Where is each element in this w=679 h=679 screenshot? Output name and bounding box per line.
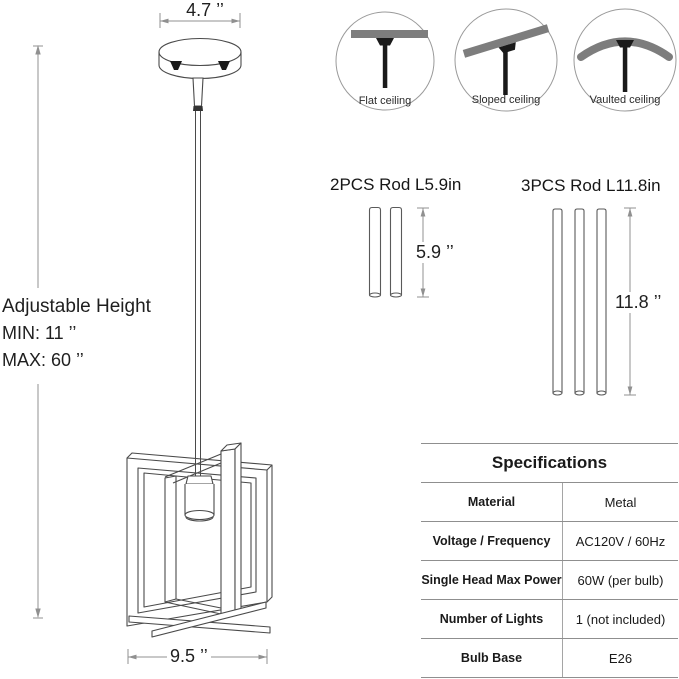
adjustable-height-min: MIN: 11 ’’ (2, 323, 77, 343)
spec-row-voltage (421, 522, 678, 561)
pendant-fixture (127, 443, 272, 637)
adjustable-height-title: Adjustable Height (2, 296, 151, 317)
canopy-screw-left (170, 61, 182, 70)
spec-row-bulb-base (421, 639, 678, 678)
sloped-ceiling-label: Sloped ceiling (471, 94, 541, 106)
rods-3pcs (553, 209, 606, 395)
vaulted-ceiling-label: Vaulted ceiling (589, 94, 661, 106)
specifications-title: Specifications (421, 444, 678, 483)
rod-3pcs-length-label: 11.8 ’’ (612, 292, 664, 313)
spec-row-number-of-lights (421, 600, 678, 639)
adjustable-height-max: MAX: 60 ’’ (2, 350, 84, 370)
spec-value: 60W (per bulb) (577, 572, 664, 588)
canopy-width-label: 4.7 ’’ (186, 0, 224, 20)
vaulted-ceiling-icon (574, 9, 676, 111)
spec-label: Bulb Base (421, 639, 563, 677)
spec-label: Single Head Max Power (421, 561, 563, 599)
canopy-screw-right (218, 61, 230, 70)
spec-value: Metal (604, 494, 637, 510)
flat-ceiling-icon (336, 12, 434, 110)
spec-row-max-power (421, 561, 678, 600)
canopy (159, 39, 241, 112)
sloped-ceiling-icon (455, 9, 557, 111)
ceiling-types (330, 0, 679, 118)
flat-ceiling-label: Flat ceiling (358, 95, 412, 107)
spec-value: E26 (608, 650, 633, 666)
spec-label: Number of Lights (421, 600, 563, 638)
rod-set-3pcs-title: 3PCS Rod L11.8in (521, 176, 661, 195)
rod-set-2pcs-title: 2PCS Rod L5.9in (330, 175, 462, 194)
spec-value: 1 (not included) (575, 611, 666, 627)
bulb-socket (185, 476, 214, 521)
adjustable-height-label (2, 293, 151, 374)
specifications-table (421, 443, 678, 678)
spec-label: Voltage / Frequency (421, 522, 563, 560)
rod-2pcs-length-label: 5.9 ’’ (413, 242, 457, 263)
spec-value: AC120V / 60Hz (575, 533, 666, 549)
spec-row-material (421, 483, 678, 522)
fixture-width-label: 9.5 ’’ (167, 646, 211, 667)
rods-2pcs (370, 208, 402, 298)
spec-label: Material (421, 483, 563, 521)
hanging-rod (196, 111, 201, 477)
